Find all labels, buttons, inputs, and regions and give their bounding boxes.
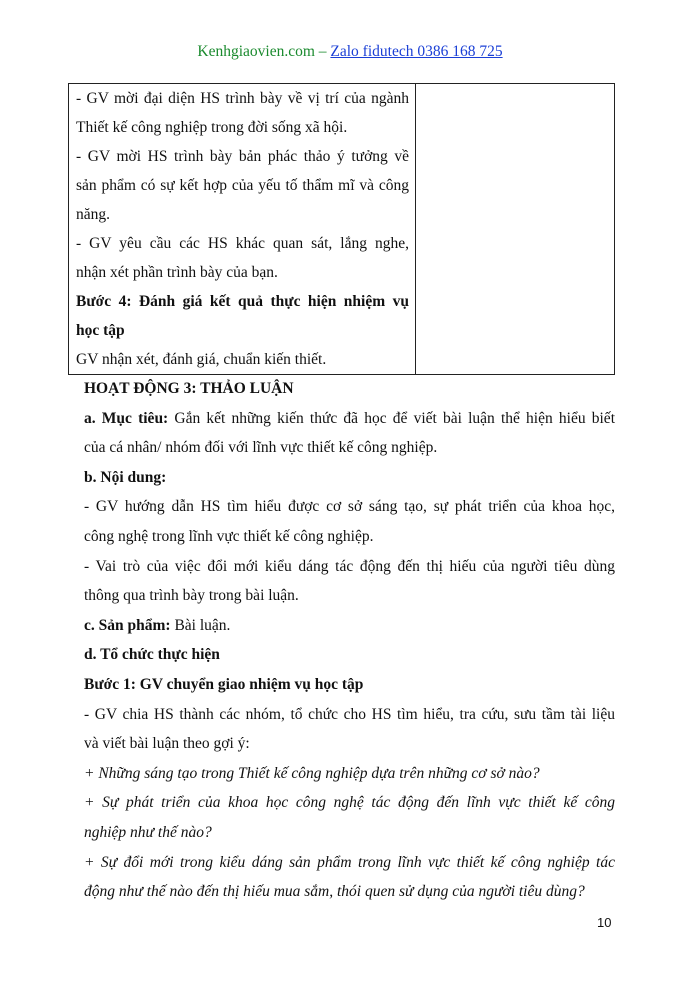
goi-y-line: + Sự đổi mới trong kiểu dáng sản phẩm trong lĩnh vực thiết kế công nghiệp tác xyxy=(84,853,615,871)
noi-dung-line: - GV hướng dẫn HS tìm hiểu được cơ sở sáng tạo, sự phát triển của khoa học, xyxy=(84,498,615,516)
table-right-cell xyxy=(416,84,614,374)
buoc1-line: và viết bài luận theo gợi ý: xyxy=(84,735,250,753)
page-number: 10 xyxy=(597,915,612,930)
header-separator: – xyxy=(314,43,331,60)
table-line: - GV mời HS trình bày bản phác thảo ý tưởng về xyxy=(76,148,409,165)
table-line: sản phẩm có sự kết hợp của yếu tố thẩm mĩ và công xyxy=(76,177,409,194)
goi-y-line: + Sự phát triển của khoa học công nghệ tác động đến lĩnh vực thiết kế công xyxy=(84,794,615,812)
table-line: Thiết kế công nghiệp trong đời sống xã hội. xyxy=(76,119,348,136)
noi-dung-line: - Vai trò của việc đổi mới kiểu dáng tác động đến thị hiếu của người tiêu dùng xyxy=(84,557,615,575)
muc-tieu-line xyxy=(84,404,615,434)
table-line: nhận xét phần trình bày của bạn. xyxy=(76,264,278,281)
buoc1-label: Bước 1: GV chuyển giao nhiệm vụ học tập xyxy=(84,675,364,693)
goi-y-line: + Những sáng tạo trong Thiết kế công nghiệp dựa trên những cơ sở nào? xyxy=(84,764,540,782)
activity-table xyxy=(68,83,615,375)
page-header xyxy=(0,43,700,61)
to-chuc-label: d. Tổ chức thực hiện xyxy=(84,646,220,664)
muc-tieu-text: Gắn kết những kiến thức đã học để viết bài luận thể hiện hiểu biết xyxy=(168,409,615,427)
table-line: - GV mời đại diện HS trình bày về vị trí của ngành xyxy=(76,90,409,107)
noi-dung-label: b. Nội dung: xyxy=(84,468,167,486)
table-step-heading: học tập xyxy=(76,322,125,339)
table-line: GV nhận xét, đánh giá, chuẩn kiến thiết. xyxy=(76,351,327,368)
muc-tieu-line: của cá nhân/ nhóm đối với lĩnh vực thiết kế công nghiệp. xyxy=(84,439,438,457)
san-pham-label: c. Sản phẩm: xyxy=(84,616,171,634)
noi-dung-line: công nghệ trong lĩnh vực thiết kế công nghiệp. xyxy=(84,527,374,545)
table-step-heading: Bước 4: Đánh giá kết quả thực hiện nhiệm vụ xyxy=(76,293,409,310)
section-heading: HOẠT ĐỘNG 3: THẢO LUẬN xyxy=(84,380,294,397)
noi-dung-line: thông qua trình bày trong bài luận. xyxy=(84,587,299,605)
table-line: - GV yêu cầu các HS khác quan sát, lắng nghe, xyxy=(76,235,409,252)
buoc1-line: - GV chia HS thành các nhóm, tổ chức cho HS tìm hiểu, tra cứu, sưu tầm tài liệu xyxy=(84,705,615,723)
san-pham-text: Bài luận. xyxy=(170,616,231,634)
header-zalo-link[interactable]: Zalo fidutech 0386 168 725 xyxy=(330,43,503,60)
section-body xyxy=(84,374,615,907)
san-pham-line xyxy=(84,611,615,641)
table-left-cell xyxy=(69,84,416,374)
muc-tieu-label: a. Mục tiêu: xyxy=(84,409,169,427)
header-site: Kenhgiaovien.com xyxy=(197,43,315,60)
goi-y-line: nghiệp như thế nào? xyxy=(84,823,212,841)
table-line: năng. xyxy=(76,206,111,223)
goi-y-line: động như thế nào đến thị hiếu mua sắm, thói quen sử dụng của người tiêu dùng? xyxy=(84,883,585,901)
